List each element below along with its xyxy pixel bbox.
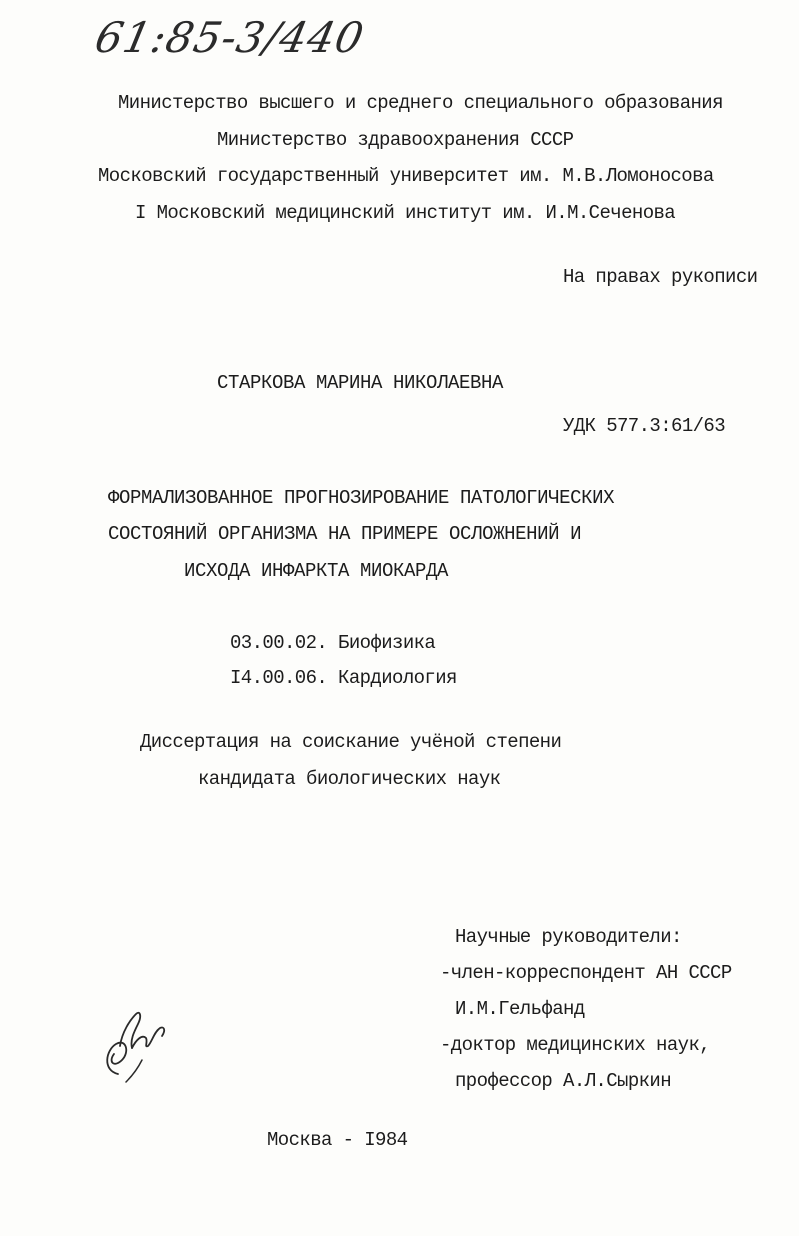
degree-line-2: кандидата биологических наук xyxy=(198,768,501,790)
supervisor-1-title: -член-корреспондент АН СССР xyxy=(440,962,732,984)
ministry-higher-education: Министерство высшего и среднего специального образования xyxy=(118,92,723,114)
thesis-title-line-1: ФОРМАЛИЗОВАННОЕ ПРОГНОЗИРОВАНИЕ ПАТОЛОГИЧЕСКИХ xyxy=(108,487,615,509)
city-and-year: Москва - I984 xyxy=(267,1129,408,1151)
author-name: СТАРКОВА МАРИНА НИКОЛАЕВНА xyxy=(217,372,504,394)
handwritten-signature xyxy=(96,1002,176,1092)
supervisor-2-name: профессор А.Л.Сыркин xyxy=(455,1070,672,1092)
degree-line-1: Диссертация на соискание учёной степени xyxy=(140,731,562,753)
university-name: Московский государственный университет им. М.В.Ломоносова xyxy=(98,165,714,187)
handwritten-catalog-number: 61:85-3/440 xyxy=(90,13,369,62)
supervisors-heading: Научные руководители: xyxy=(455,926,682,948)
rights-note: На правах рукописи xyxy=(563,266,758,288)
thesis-title-line-2: СОСТОЯНИЙ ОРГАНИЗМА НА ПРИМЕРЕ ОСЛОЖНЕНИЙ И xyxy=(108,523,582,545)
supervisor-2-title: -доктор медицинских наук, xyxy=(440,1034,711,1056)
specialty-biophysics: 03.00.02. Биофизика xyxy=(230,632,436,654)
udk-code: УДК 577.3:61/63 xyxy=(563,415,726,437)
specialty-cardiology: I4.00.06. Кардиология xyxy=(230,667,457,689)
thesis-title-line-3: ИСХОДА ИНФАРКТА МИОКАРДА xyxy=(184,560,449,582)
ministry-health: Министерство здравоохранения СССР xyxy=(217,129,574,151)
institute-name: I Московский медицинский институт им. И.М.Сеченова xyxy=(135,202,676,224)
supervisor-1-name: И.М.Гельфанд xyxy=(455,998,585,1020)
